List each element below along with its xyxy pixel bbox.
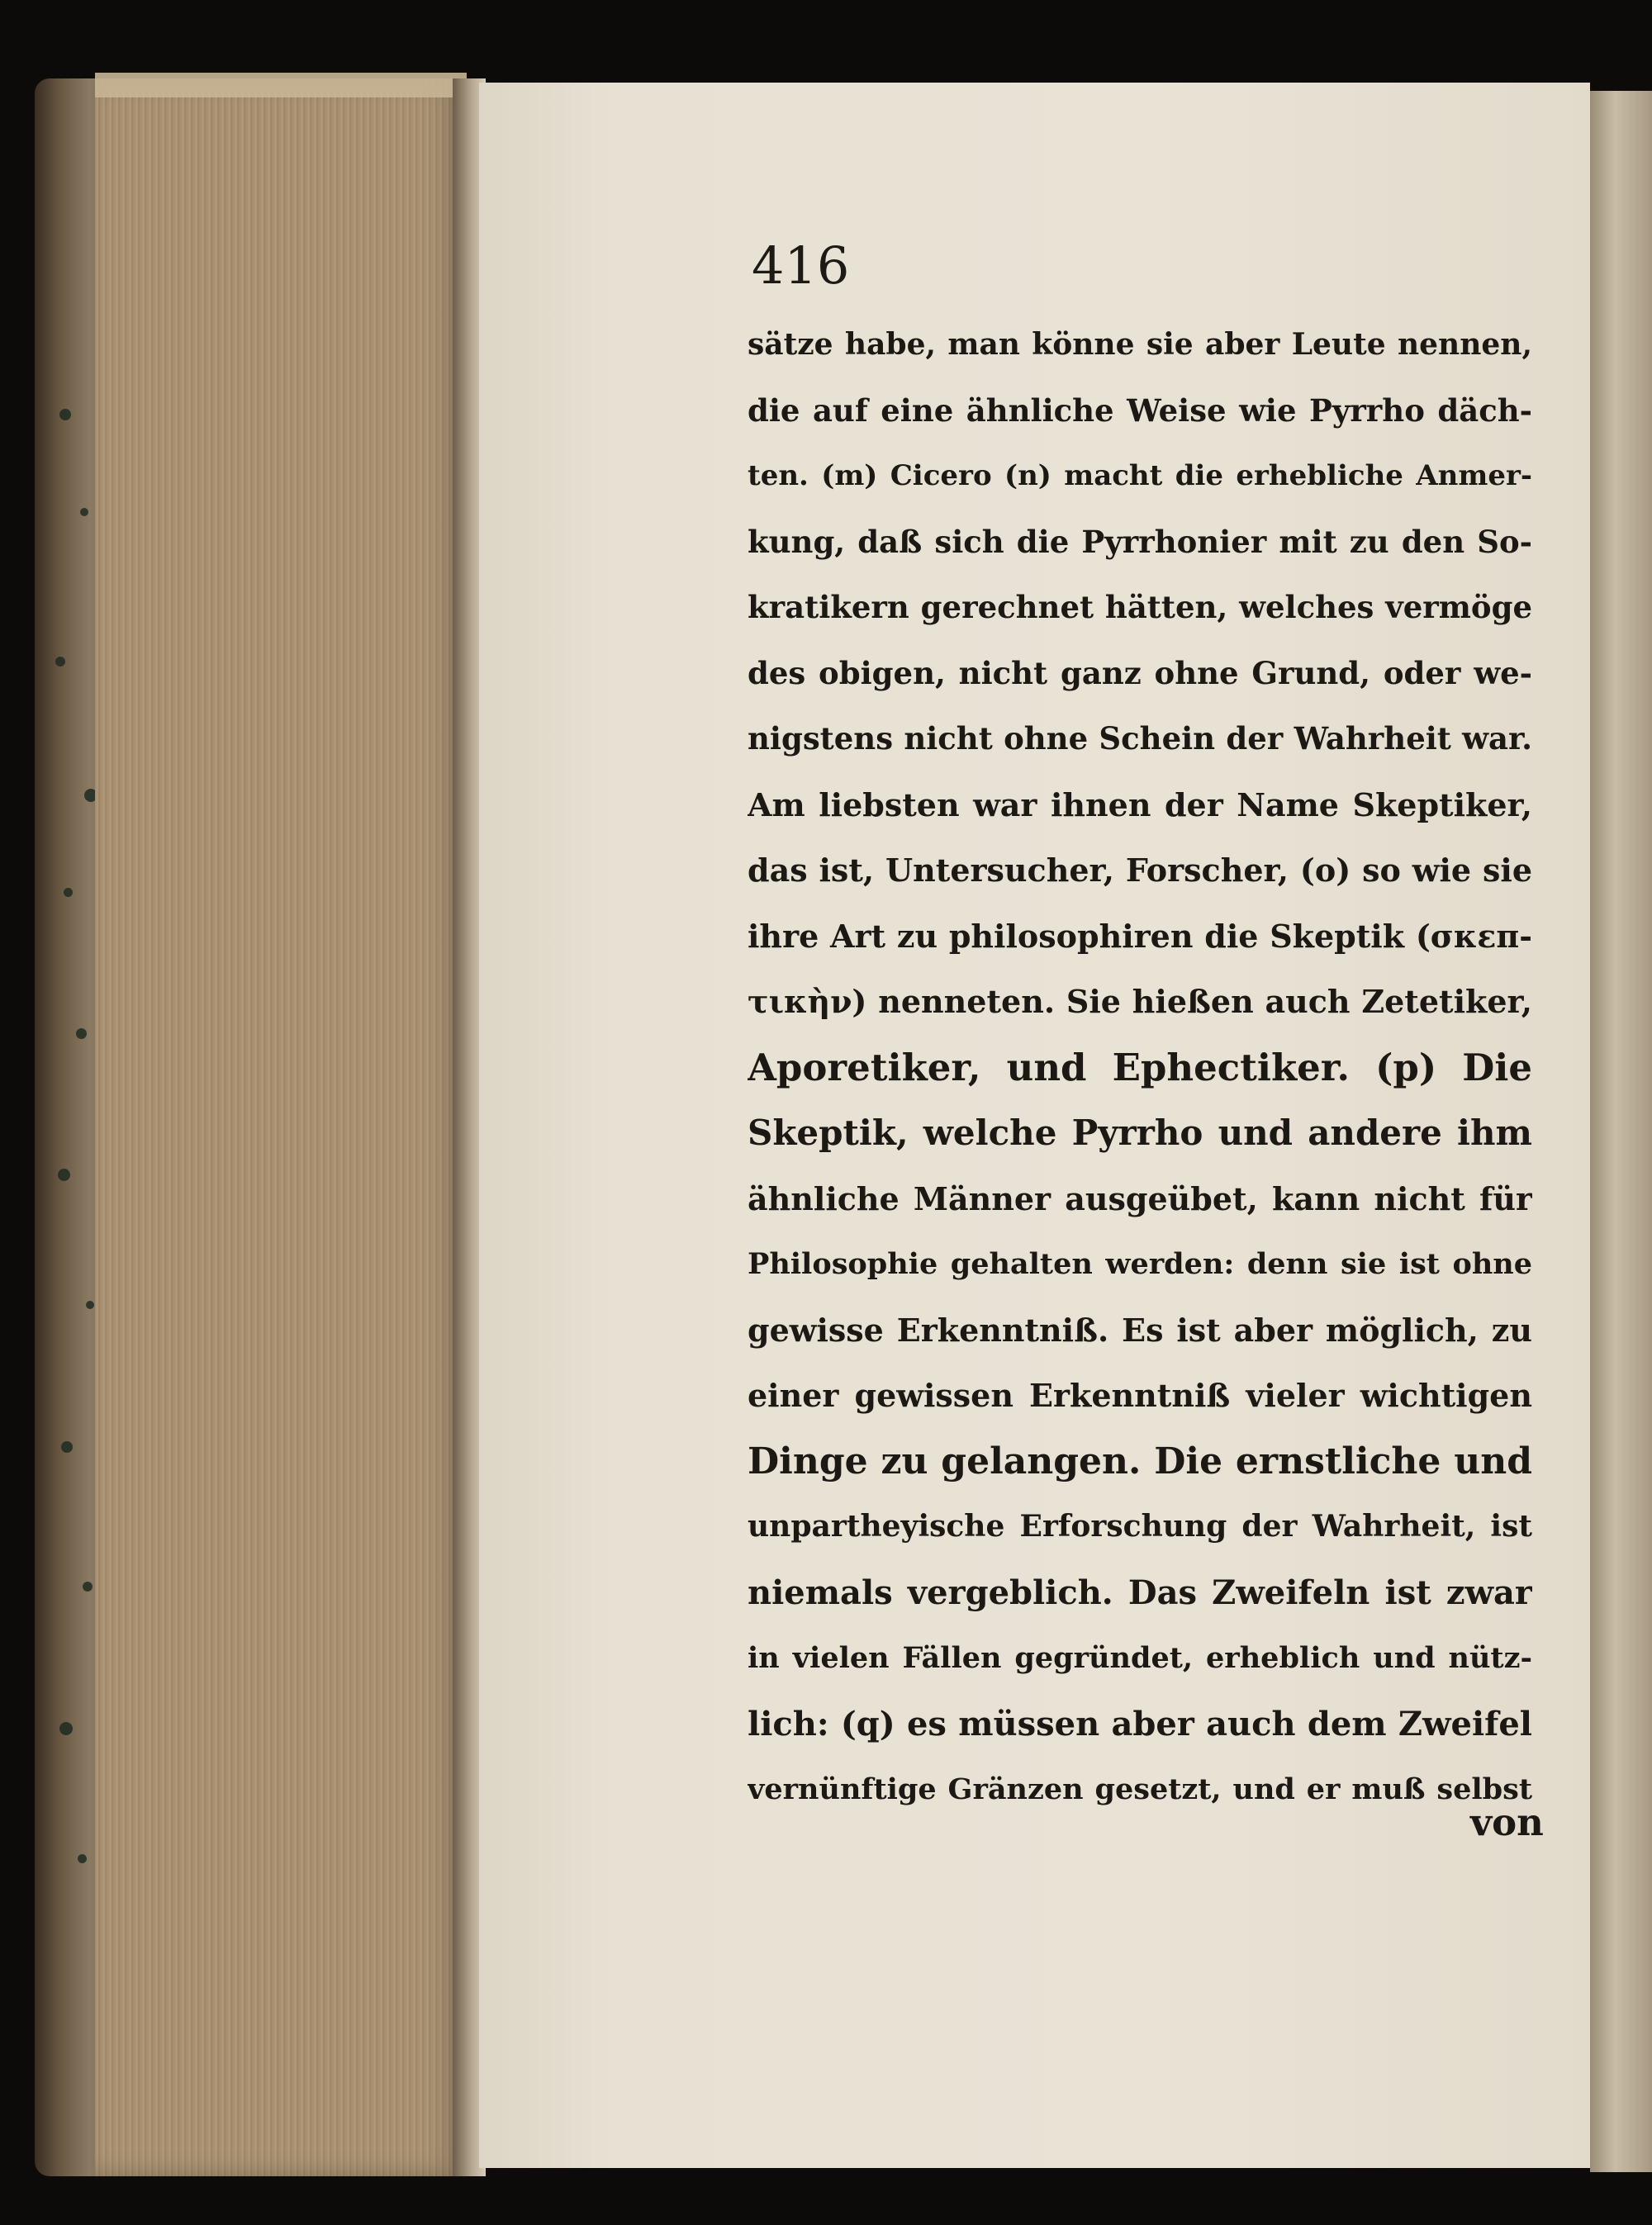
text-line: kung, daß sich die Pyrrhonier mit zu den So- <box>748 523 1532 560</box>
page-block-top <box>95 73 467 97</box>
text-line: das ist, Untersucher, Forscher, (o) so wie sie <box>748 852 1532 889</box>
catchword: von <box>1470 1800 1544 1844</box>
text-line: ten. (m) Cicero (n) macht die erhebliche Anmer- <box>748 459 1532 492</box>
text-line: kratikern gerechnet hätten, welches vermöge <box>748 589 1532 625</box>
text-line: des obigen, nicht ganz ohne Grund, oder we- <box>748 654 1532 691</box>
text-line: τικὴν) nenneten. Sie hießen auch Zetetiker, <box>748 983 1532 1020</box>
text-line: in vielen Fällen gegründet, erheblich und nütz- <box>748 1641 1532 1675</box>
text-line: niemals vergeblich. Das Zweifeln ist zwar <box>748 1573 1532 1612</box>
text-line: ähnliche Männer ausgeübet, kann nicht für <box>748 1179 1532 1217</box>
text-line: Aporetiker, und Ephectiker. (p) Die <box>748 1045 1532 1089</box>
text-line: nigstens nicht ohne Schein der Wahrheit war. <box>748 720 1532 757</box>
text-line: Skeptik, welche Pyrrho und andere ihm <box>748 1112 1532 1153</box>
text-line: gewisse Erkenntniß. Es ist aber möglich, zu <box>748 1311 1532 1349</box>
text-line: vernünftige Gränzen gesetzt, und er muß selbst <box>748 1772 1532 1806</box>
text-line: einer gewissen Erkenntniß vieler wichtigen <box>748 1377 1532 1414</box>
text-line: Am liebsten war ihnen der Name Skeptiker, <box>748 785 1532 823</box>
text-line: Dinge zu gelangen. Die ernstliche und <box>748 1440 1532 1483</box>
text-line: ihre Art zu philosophiren die Skeptik (σκεπ- <box>748 917 1532 955</box>
page-number: 416 <box>752 235 850 296</box>
text-line: lich: (q) es müssen aber auch dem Zweifel <box>748 1704 1532 1743</box>
page-block-edge <box>95 78 467 2176</box>
text-line: sätze habe, man könne sie aber Leute nennen, <box>748 327 1532 362</box>
page-text <box>748 312 1532 1823</box>
next-page-edge <box>1590 91 1652 2172</box>
text-line: unpartheyische Erforschung der Wahrheit, ist <box>748 1509 1532 1544</box>
text-line: Philosophie gehalten werden: denn sie ist ohne <box>748 1247 1532 1281</box>
text-line: die auf eine ähnliche Weise wie Pyrrho däch- <box>748 391 1532 429</box>
